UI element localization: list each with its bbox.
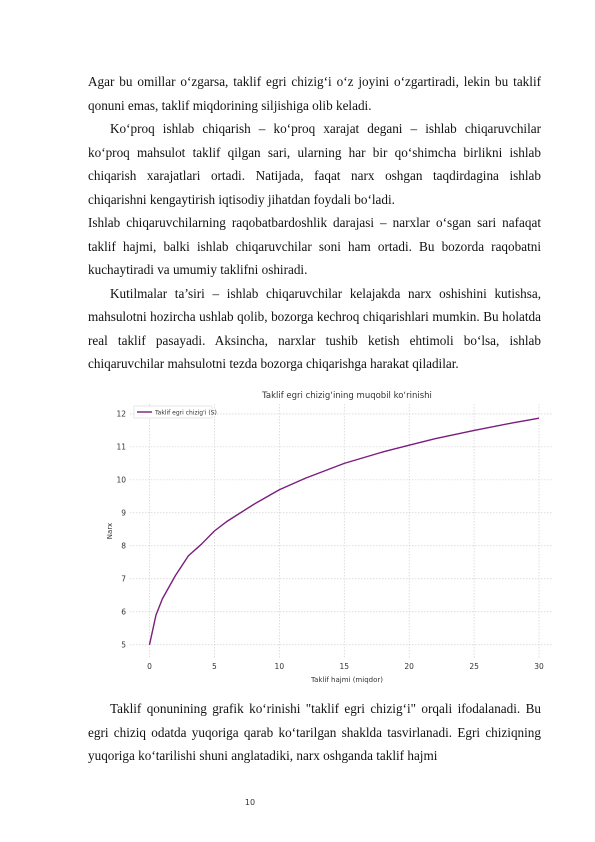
supply-curve-figure [100, 386, 555, 690]
y-tick-label: 7 [121, 574, 126, 584]
y-tick-label: 5 [121, 640, 126, 650]
chart-title: Taklif egri chizig‘ining muqobil ko‘rinishi [262, 391, 432, 401]
paragraph: Agar bu omillar o‘zgarsa, taklif egri chizig‘i o‘z joyini o‘zgartiradi, lekin bu taklif qonuni emas, taklif miqdorining siljishiga olib keladi. [88, 74, 541, 113]
page-number: 10 [244, 798, 256, 807]
y-tick-label: 8 [121, 541, 126, 551]
y-tick-label: 11 [116, 442, 126, 452]
x-tick-label: 5 [212, 662, 217, 671]
x-tick-label: 15 [339, 662, 350, 671]
x-tick-label: 20 [404, 662, 414, 671]
x-axis-label: Taklif hajmi (miqdor) [311, 676, 383, 684]
x-tick-label: 30 [534, 662, 544, 671]
plot-area [130, 404, 552, 658]
paragraph: Ishlab chiqaruvchilarning raqobatbardoshlik darajasi – narxlar o‘sgan sari nafaqat taklif hajmi, balki ishlab chiqaruvchilar soni ham ortadi. Bu bozorda raqobatni kuchaytiradi va umumiy taklifni oshiradi. [88, 215, 541, 277]
y-axis-label: Narx [106, 522, 114, 540]
body-text-top [88, 70, 541, 376]
y-tick-label: 10 [116, 475, 126, 485]
x-tick-label: 10 [274, 662, 285, 671]
body-text-bottom [88, 697, 541, 768]
legend-label: Taklif egri chizig'i (S) [155, 409, 217, 417]
y-tick-label: 12 [116, 409, 126, 419]
y-tick-label: 6 [121, 607, 126, 617]
x-tick-label: 0 [147, 662, 152, 671]
paragraph: Ko‘proq ishlab chiqarish – ko‘proq xarajat degani – ishlab chiqaruvchilar ko‘proq mahsulot taklif qilgan sari, ularning har bir qo‘shimcha birlikni ishlab chiqarish xarajatlari ortadi. Natijada, faqat narx oshgan taqdirdagina ishlab chiqarishni kengaytirish iqtisodiy jihatdan foydali bo‘ladi. [88, 121, 541, 207]
paragraph: Taklif qonunining grafik ko‘rinishi "taklif egri chizig‘i" orqali ifodalanadi. Bu egri chiziq odatda yuqoriga qarab ko‘tarilgan shaklda tasvirlanadi. Egri chiziqning yuqoriga ko‘tarilishi shuni anglatadiki, narx oshganda taklif hajmi [88, 701, 541, 763]
x-tick-label: 25 [469, 662, 479, 671]
paragraph: Kutilmalar ta’siri – ishlab chiqaruvchilar kelajakda narx oshishini kutishsa, mahsulotni hozircha ushlab qolib, bozorga kechroq chiqarishlari mumkin. Bu holatda real taklif pasayadi. Aksincha, narxlar tushib ketish ehtimoli bo‘lsa, ishlab chiqaruvchilar mahsulotni tezda bozorga chiqarishga harakat qiladilar. [88, 285, 541, 371]
supply-curve-chart [100, 386, 555, 690]
y-tick-label: 9 [121, 508, 126, 518]
